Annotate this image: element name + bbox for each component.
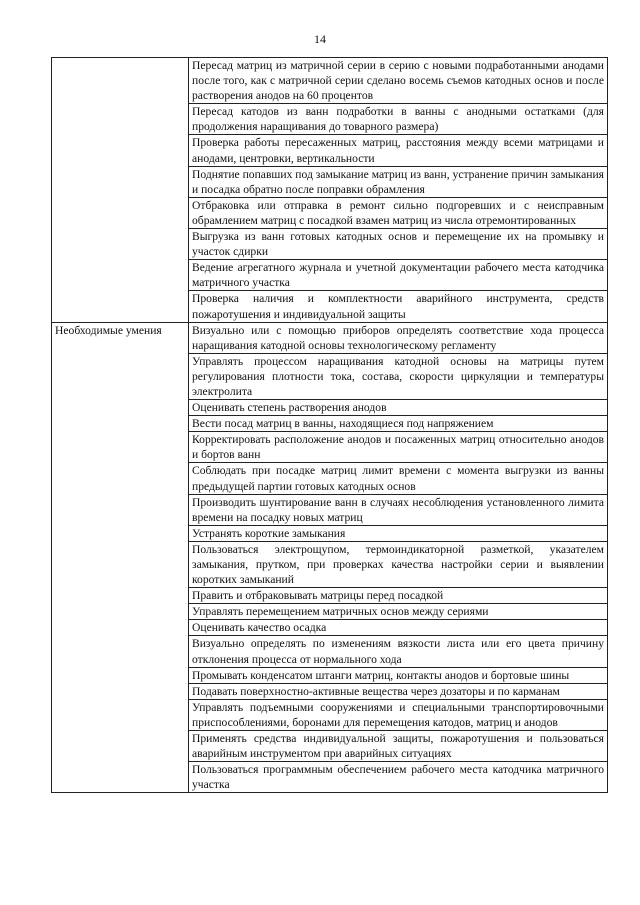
page-number: 14 — [314, 32, 326, 46]
section-label — [52, 58, 189, 323]
table-cell-text: Промывать конденсатом штанги матриц, контакты анодов и бортовые шины — [189, 667, 608, 683]
table-cell-text: Пользоваться электрощупом, термоиндикаторной разметкой, указателем замыкания, прутком, при проверках качества настройки серии и выявлении коротких замыканий — [189, 541, 608, 587]
table-cell-text: Соблюдать при посадке матриц лимит времени с момента выгрузки из ванны предыдущей партии готовых катодных основ — [189, 463, 608, 494]
requirements-table — [51, 57, 608, 793]
table-cell-text: Вести посад матриц в ванны, находящиеся под напряжением — [189, 416, 608, 432]
table-cell-text: Применять средства индивидуальной защиты, пожаротушения и пользоваться аварийным инструментом при аварийных ситуациях — [189, 731, 608, 762]
table-cell-text: Управлять перемещением матричных основ между сериями — [189, 604, 608, 620]
table-cell-text: Пересад матриц из матричной серии в серию с новыми подработанными анодами после того, как с матричной серии сделано восемь съемов катодных основ и после растворения анодов на 60 процентов — [189, 58, 608, 104]
table-cell-text: Поднятие попавших под замыкание матриц из ванн, устранение причин замыкания и посадка обратно после поправки обрамления — [189, 166, 608, 197]
section-label: Необходимые умения — [52, 322, 189, 793]
table-cell-text: Выгрузка из ванн готовых катодных основ и перемещение их на промывку и участок сдирки — [189, 229, 608, 260]
table-cell-text: Править и отбраковывать матрицы перед посадкой — [189, 588, 608, 604]
table-cell-text: Производить шунтирование ванн в случаях несоблюдения установленного лимита времени на посадку новых матриц — [189, 494, 608, 525]
table-cell-text: Отбраковка или отправка в ремонт сильно подгоревших и с неисправным обрамлением матриц с посадкой взамен матриц из числа отремонтированных — [189, 197, 608, 228]
table-cell-text: Ведение агрегатного журнала и учетной документации рабочего места катодчика матричного участка — [189, 260, 608, 291]
table-cell-text: Устранять короткие замыкания — [189, 525, 608, 541]
table-cell-text: Визуально или с помощью приборов определять соответствие хода процесса наращивания катодной основы технологическому регламенту — [189, 322, 608, 353]
table-cell-text: Оценивать качество осадка — [189, 620, 608, 636]
table-row — [52, 322, 608, 353]
table-cell-text: Проверка наличия и комплектности аварийного инструмента, средств пожаротушения и индивидуальной защиты — [189, 291, 608, 322]
table-cell-text: Пользоваться программным обеспечением рабочего места катодчика матричного участка — [189, 762, 608, 793]
table-cell-text: Подавать поверхностно-активные вещества через дозаторы и по карманам — [189, 683, 608, 699]
table-cell-text: Визуально определять по изменениям вязкости листа или его цвета причину отклонения процесса от нормального хода — [189, 636, 608, 667]
table-row — [52, 58, 608, 104]
table-cell-text: Проверка работы пересаженных матриц, расстояния между всеми матрицами и анодами, центровки, вертикальности — [189, 135, 608, 166]
table-body — [52, 58, 608, 793]
table-cell-text: Корректировать расположение анодов и посаженных матриц относительно анодов и бортов ванн — [189, 432, 608, 463]
table-cell-text: Оценивать степень растворения анодов — [189, 400, 608, 416]
table-cell-text: Управлять процессом наращивания катодной основы на матрицы путем регулирования плотности тока, состава, скорости циркуляции и температуры электролита — [189, 353, 608, 399]
table-cell-text: Управлять подъемными сооружениями и специальными транспортировочными приспособлениями, боронами для перемещения катодов, матриц и анодов — [189, 699, 608, 730]
table-cell-text: Пересад катодов из ванн подработки в ванны с анодными остатками (для продолжения наращивания до товарного размера) — [189, 104, 608, 135]
